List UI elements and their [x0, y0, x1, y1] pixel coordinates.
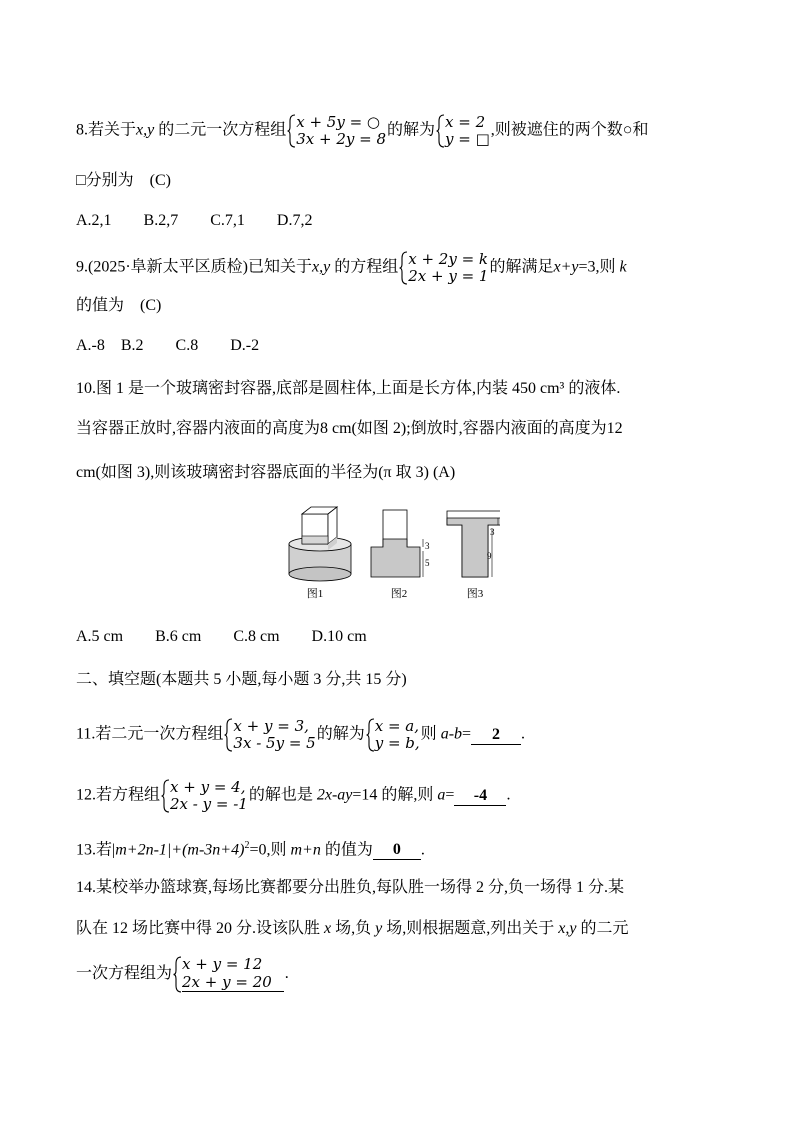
brace-icon — [366, 718, 375, 752]
q10-line3: cm(如图 3),则该玻璃密封容器底面的半径为(π 取 3) (A) — [76, 464, 456, 481]
q14-line1: 14.某校举办篮球赛,每场比赛都要分出胜负,每队胜一场得 2 分,负一场得 1 分.某 — [76, 879, 625, 896]
q14-line3: 一次方程组为 x + y = 12 2x + y = 20 . — [76, 955, 289, 991]
q12-equation-system: x + y = 4, 2x - y = -1 — [161, 779, 248, 813]
brace-icon — [224, 718, 233, 752]
q14-answer-blank: 2x + y = 20 — [182, 974, 284, 992]
q9-options: A.-8 B.2 C.8 D.-2 — [76, 337, 260, 354]
q11-answer-blank: 2 — [471, 726, 521, 745]
brace-icon — [399, 251, 408, 285]
q12-answer-blank: -4 — [454, 787, 506, 806]
q11-line: 11.若二元一次方程组 x + y = 3, 3x - 5y = 5 的解为 x = a, y = b, 则 a-b= 2 . — [76, 717, 526, 752]
brace-icon — [287, 114, 296, 148]
container-figures — [285, 505, 500, 605]
fig1-caption: 图1 — [306, 588, 324, 600]
fig3-label-bottom: 9 — [487, 551, 492, 561]
q8-line1: 8.若关于x,y 的二元一次方程组 x + 5y = ○ 3x + 2y = 8 的解为 x = 2 y = □ ,则被遮住的两个数○和 — [76, 113, 649, 148]
q14-equation-system: x + y = 12 2x + y = 20 — [173, 956, 284, 993]
q14-line2: 队在 12 场比赛中得 20 分.设该队胜 x 场,负 y 场,则根据题意,列出关于 x,y 的二元 — [76, 920, 629, 937]
fig2-label-top: 3 — [425, 541, 430, 551]
q11-equation-system: x + y = 3, 3x - 5y = 5 — [224, 718, 315, 752]
q8-options: A.2,1 B.2,7 C.7,1 D.7,2 — [76, 212, 313, 229]
figure-1 — [289, 507, 351, 600]
figure-2 — [371, 510, 430, 600]
q9-equation-system: x + 2y = k 2x + y = 1 — [399, 251, 488, 285]
q10-line2: 当容器正放时,容器内液面的高度为8 cm(如图 2);倒放时,容器内液面的高度为12 — [76, 420, 623, 437]
q9-line1: 9.(2025·阜新太平区质检)已知关于x,y 的方程组 x + 2y = k 2x + y = 1 的解满足x+y=3,则 k — [76, 250, 627, 285]
q10-options: A.5 cm B.6 cm C.8 cm D.10 cm — [76, 628, 367, 645]
q13-line: 13.若$|m+2n-1|+(m-3n+4)^2=0$,则 m+n 的值为 0 . — [76, 840, 425, 859]
q13-answer-blank: 0 — [373, 841, 421, 860]
q10-line1: 10.图 1 是一个玻璃密封容器,底部是圆柱体,上面是长方体,内装 450 cm³ 的液体. — [76, 380, 621, 397]
brace-icon — [173, 956, 182, 993]
fig2-label-bottom: 5 — [425, 558, 430, 568]
q9-line2: 的值为 (C) — [76, 297, 162, 314]
figure-3 — [447, 511, 500, 600]
brace-icon — [161, 779, 170, 813]
section-2-heading: 二、填空题(本题共 5 小题,每小题 3 分,共 15 分) — [76, 671, 407, 688]
q8-equation-system: x + 5y = ○ 3x + 2y = 8 — [287, 114, 386, 148]
q8-solution-system: x = 2 y = □ — [436, 114, 490, 148]
brace-icon — [436, 114, 445, 148]
q8-line2: □分别为 (C) — [76, 172, 171, 189]
q12-line: 12.若方程组 x + y = 4, 2x - y = -1 的解也是 2x-ay=14 的解,则 a= -4 . — [76, 778, 511, 813]
fig3-caption: 图3 — [466, 588, 484, 600]
fig2-caption: 图2 — [390, 588, 408, 600]
q11-solution-system: x = a, y = b, — [366, 718, 420, 752]
fig3-label-top: 3 — [490, 527, 495, 537]
